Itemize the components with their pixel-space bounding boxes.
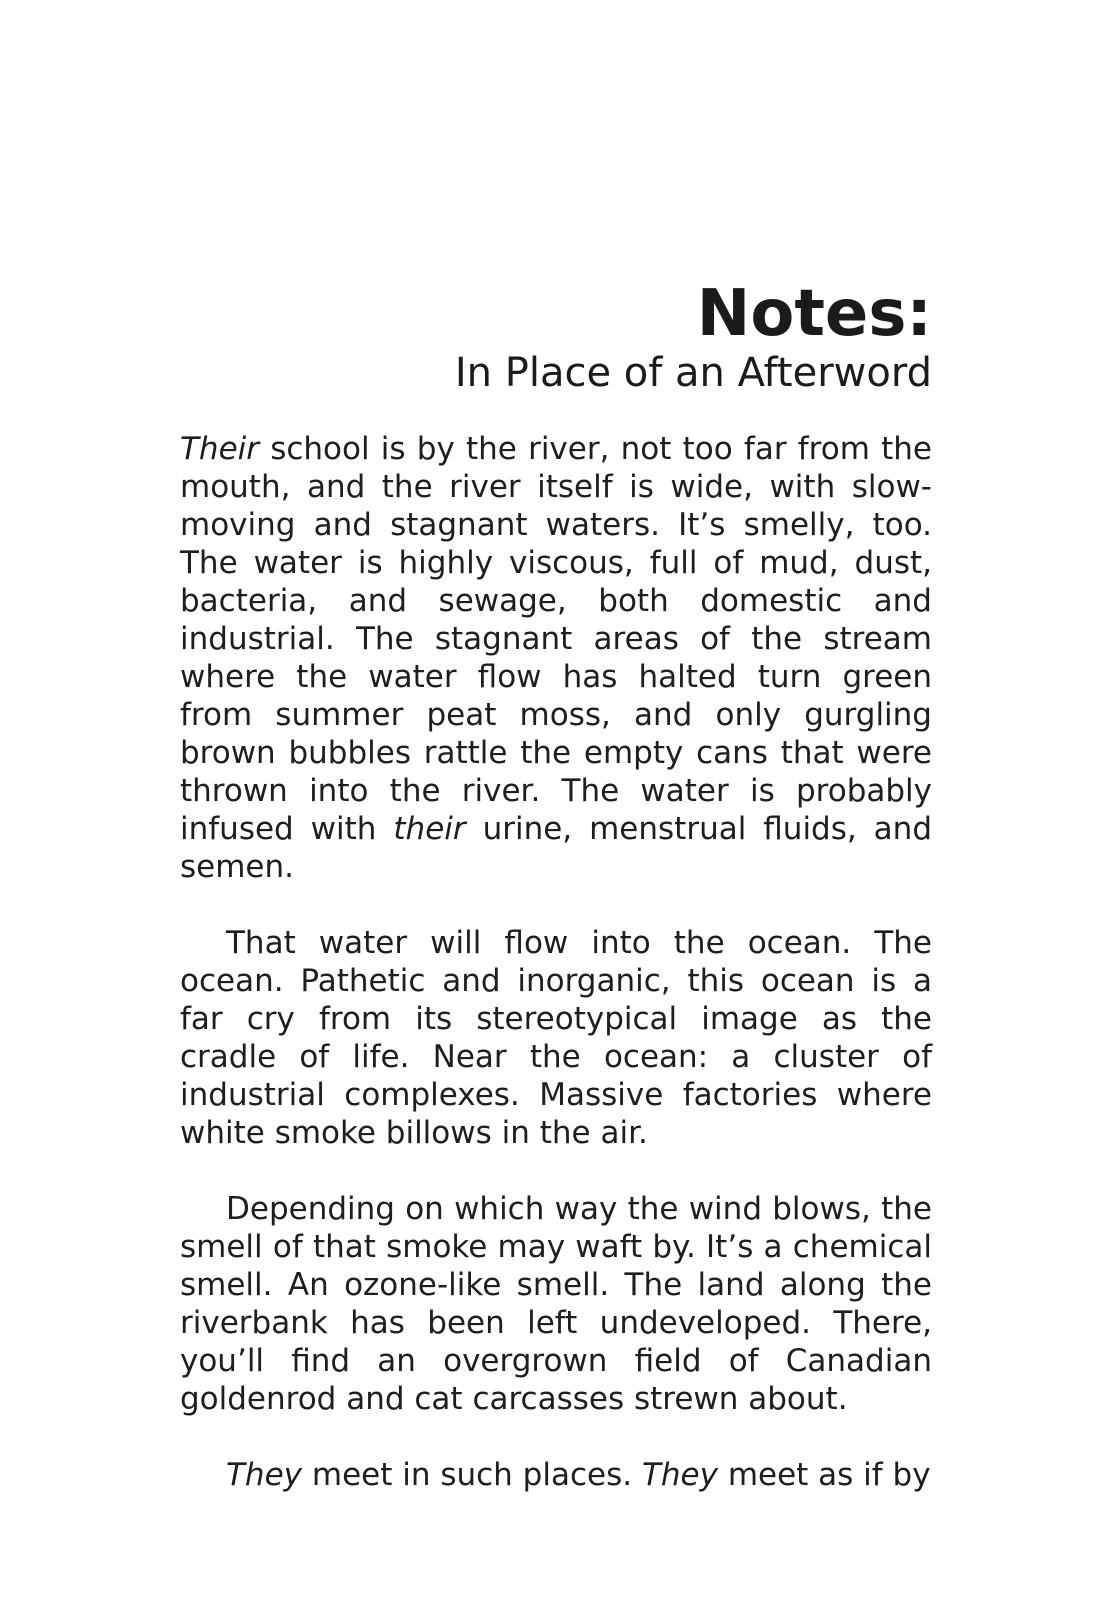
chapter-heading: [180, 276, 932, 396]
text-run: meet as if by: [717, 1457, 931, 1493]
chapter-subtitle: In Place of an Afterword: [454, 350, 932, 396]
text-run: school is by the river, not too far from the mouth, and the river itself is wide, with slow-moving and stagnant waters. It’s smelly, too. The water is highly viscous, full of mud, dust, bacteria, and sewage, both domestic and industrial. The stagnant areas of the stream where the water flow has halted turn green from summer peat moss, and only gurgling brown bubbles rattle the empty cans that were thrown into the river. The water is probably infused with: [180, 431, 932, 847]
text-run: their: [393, 811, 466, 847]
paragraph: [180, 924, 932, 1152]
paragraph: [180, 430, 932, 886]
text-run: Their: [180, 431, 260, 467]
paragraph: [180, 1456, 932, 1494]
text-run: That water will flow into the ocean. The ocean. Pathetic and inorganic, this ocean is a far cry from its stereotypical image as the cradle of life. Near the ocean: a cluster of industrial complexes. Massive factories where white smoke billows in the air.: [180, 925, 932, 1151]
chapter-title: Notes:: [696, 277, 932, 351]
text-run: urine, menstrual fluids, and semen.: [180, 811, 933, 885]
text-run: They: [226, 1457, 303, 1493]
paragraph: [180, 1190, 932, 1418]
body-text: [180, 430, 932, 1494]
text-run: meet in such places.: [302, 1457, 642, 1493]
text-run: Depending on which way the wind blows, the smell of that smoke may waft by. It’s a chemical smell. An ozone-like smell. The land along the riverbank has been left undeveloped. There, you’ll find an overgrown field of Canadian goldenrod and cat carcasses strewn about.: [180, 1191, 932, 1417]
text-run: They: [641, 1457, 718, 1493]
